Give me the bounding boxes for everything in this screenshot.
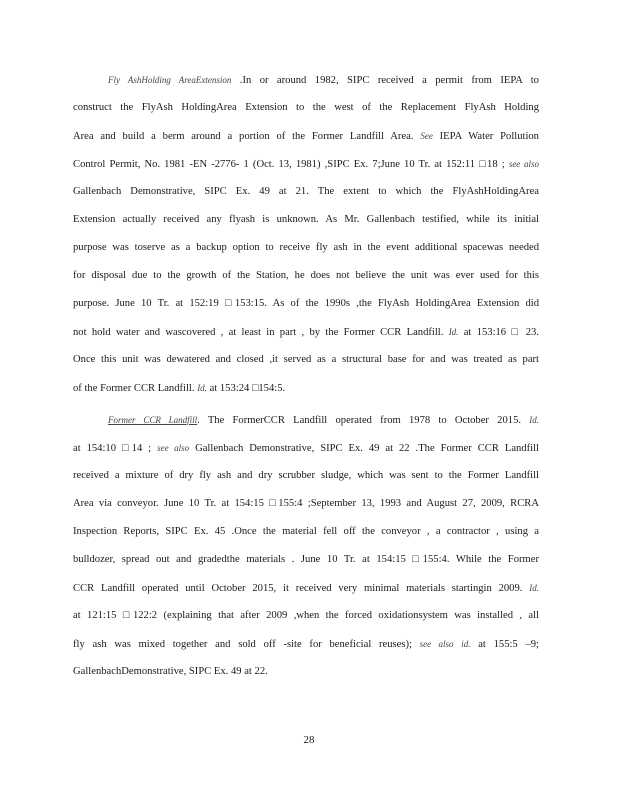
p1-line-12 (73, 382, 539, 395)
p1-line-12-pre: of the Former CCR Landfill. (73, 383, 195, 394)
p1-id-signal: Id. (448, 327, 459, 337)
p1-line-2: construct the FlyAsh HoldingArea Extension to the west of the Replacement FlyAsh Holding (73, 102, 539, 113)
page-number: 28 (303, 734, 315, 746)
p2-see-also-signal-2: see also (419, 639, 454, 649)
p1-line-1-text: .In or around 1982, SIPC received a permit from IEPA to (239, 75, 539, 86)
p2-line-5: Inspection Reports, SIPC Ex. 45 .Once the material fell off the conveyor , a contractor , using a (73, 526, 539, 537)
p2-line-1 (108, 414, 539, 427)
p1-see-signal: See (420, 131, 433, 141)
p2-line-9-pre: fly ash was mixed together and sold off -site for beneficial reuses); (73, 639, 412, 650)
p1-line-10 (73, 326, 539, 339)
p1-line-1 (108, 74, 539, 87)
p2-line-6: bulldozer, spread out and gradedthe materials . June 10 Tr. at 154:15 □155:4. While the Former (73, 554, 539, 565)
p2-line-2-post: Gallenbach Demonstrative, SIPC Ex. 49 at 22 .The Former CCR Landfill (195, 443, 539, 454)
p2-id-signal-3: id. (461, 639, 471, 649)
p2-line-2 (73, 442, 539, 455)
p1-id-signal-2: Id. (197, 383, 207, 393)
p2-line-9-post: at 155:5 –9; (478, 639, 539, 650)
p1-line-5-post: The extent to which the FlyAshHoldingArea (317, 186, 539, 197)
p1-line-3 (73, 130, 539, 143)
p2-heading: Former CCR Landfill (108, 415, 198, 425)
p1-line-9: purpose. June 10 Tr. at 152:19 □153:15. As of the 1990s ,the FlyAsh HoldingArea Extension did (73, 298, 539, 309)
p1-line-6: Extension actually received any flyash is unknown. As Mr. Gallenbach testified, while its initial (73, 214, 539, 225)
p2-line-9 (73, 638, 539, 651)
p1-heading: Fly AshHolding AreaExtension (108, 75, 232, 85)
p1-line-4-pre: Control Permit, No. 1981 -EN -2776- 1 (Oct. 13, 1981) ,SIPC Ex. 7;June 10 Tr. at 152:11 □18 ; (73, 159, 505, 170)
p2-line-10: GallenbachDemonstrative, SIPC Ex. 49 at 22. (73, 666, 268, 677)
p2-see-also-signal: see also (157, 443, 190, 453)
p1-line-8: for disposal due to the growth of the Station, he does not believe the unit was ever used for this (73, 270, 539, 281)
p1-see-also-signal: see also (508, 159, 540, 169)
p1-line-7: purpose was toserve as a backup option to receive fly ash in the event additional spacewas needed (73, 242, 539, 253)
p1-line-3-post: IEPA Water Pollution (439, 131, 539, 142)
p1-line-12-post: at 153:24 □154:5. (209, 383, 286, 394)
p1-line-11: Once this unit was dewatered and closed ,it served as a structural base for and was treated as part (73, 354, 539, 365)
p2-line-1-text: . The FormerCCR Landfill operated from 1978 to October 2015. (197, 415, 522, 426)
p1-line-3-pre: Area and build a berm around a portion of the Former Landfill Area. (73, 131, 414, 142)
p2-line-2-pre: at 154:10 □14 ; (73, 443, 152, 454)
p1-line-10-post: at 153:16 □ 23. (463, 327, 539, 338)
p2-id-signal-2: Id. (529, 583, 539, 593)
p2-line-7 (73, 582, 539, 595)
p2-line-8: at 121:15 □122:2 (explaining that after 2009 ,when the forced oxidationsystem was installed , all (73, 610, 539, 621)
p1-line-10-pre: not hold water and wascovered , at least in part , by the Former CCR Landfill. (73, 327, 444, 338)
p1-line-5-pre: Gallenbach Demonstrative, SIPC Ex. 49 at 21. (73, 186, 309, 197)
p2-id-signal: Id. (529, 415, 539, 425)
p1-line-4 (73, 158, 539, 171)
p2-line-4: Area via conveyor. June 10 Tr. at 154:15 □155:4 ;September 13, 1993 and August 27, 2009, RCRA (73, 498, 539, 509)
p2-line-3: received a mixture of dry fly ash and dry scrubber sludge, which was sent to the Former Landfill (73, 470, 539, 481)
p2-line-7-pre: CCR Landfill operated until October 2015, it received very minimal materials startingin 2009. (73, 583, 523, 594)
p1-line-5 (73, 186, 539, 198)
